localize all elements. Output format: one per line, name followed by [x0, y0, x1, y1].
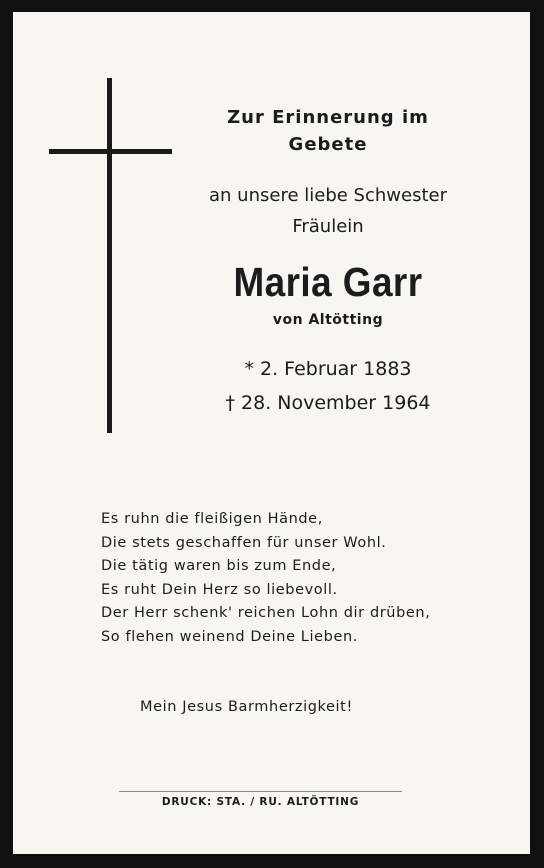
heading-line-1: Zur Erinnerung im	[227, 107, 429, 128]
poem-line: Die stets geschaffen für unser Wohl.	[101, 534, 387, 551]
dedication-line-1: an unsere liebe Schwester	[209, 185, 447, 206]
poem-line: Der Herr schenk' reichen Lohn dir drüben,	[101, 605, 431, 621]
death-date: † 28. November 1964	[225, 392, 431, 414]
poem-line: Es ruht Dein Herz so liebevoll.	[101, 581, 338, 598]
deceased-name: Maria Garr	[233, 259, 423, 305]
memorial-card	[13, 12, 530, 854]
cross-horizontal-beam	[49, 149, 172, 154]
poem-line: Die tätig waren bis zum Ende,	[101, 558, 337, 574]
deceased-origin: von Altötting	[272, 312, 384, 328]
dedication	[173, 180, 483, 242]
printer-imprint: DRUCK: STA. / RU. ALTÖTTING	[161, 796, 360, 808]
closing-prayer: Mein Jesus Barmherzigkeit!	[140, 699, 353, 715]
memorial-poem	[101, 508, 430, 649]
heading-line-2: Gebete	[288, 134, 368, 155]
birth-date: * 2. Februar 1883	[244, 358, 412, 380]
life-dates	[173, 352, 483, 420]
cross-vertical-beam	[107, 78, 112, 433]
poem-line: So flehen weinend Deine Lieben.	[101, 628, 358, 645]
footer-divider	[119, 791, 402, 792]
dedication-line-2: Fräulein	[292, 216, 364, 237]
poem-line: Es ruhn die fleißigen Hände,	[101, 511, 323, 527]
memorial-heading	[173, 104, 483, 158]
